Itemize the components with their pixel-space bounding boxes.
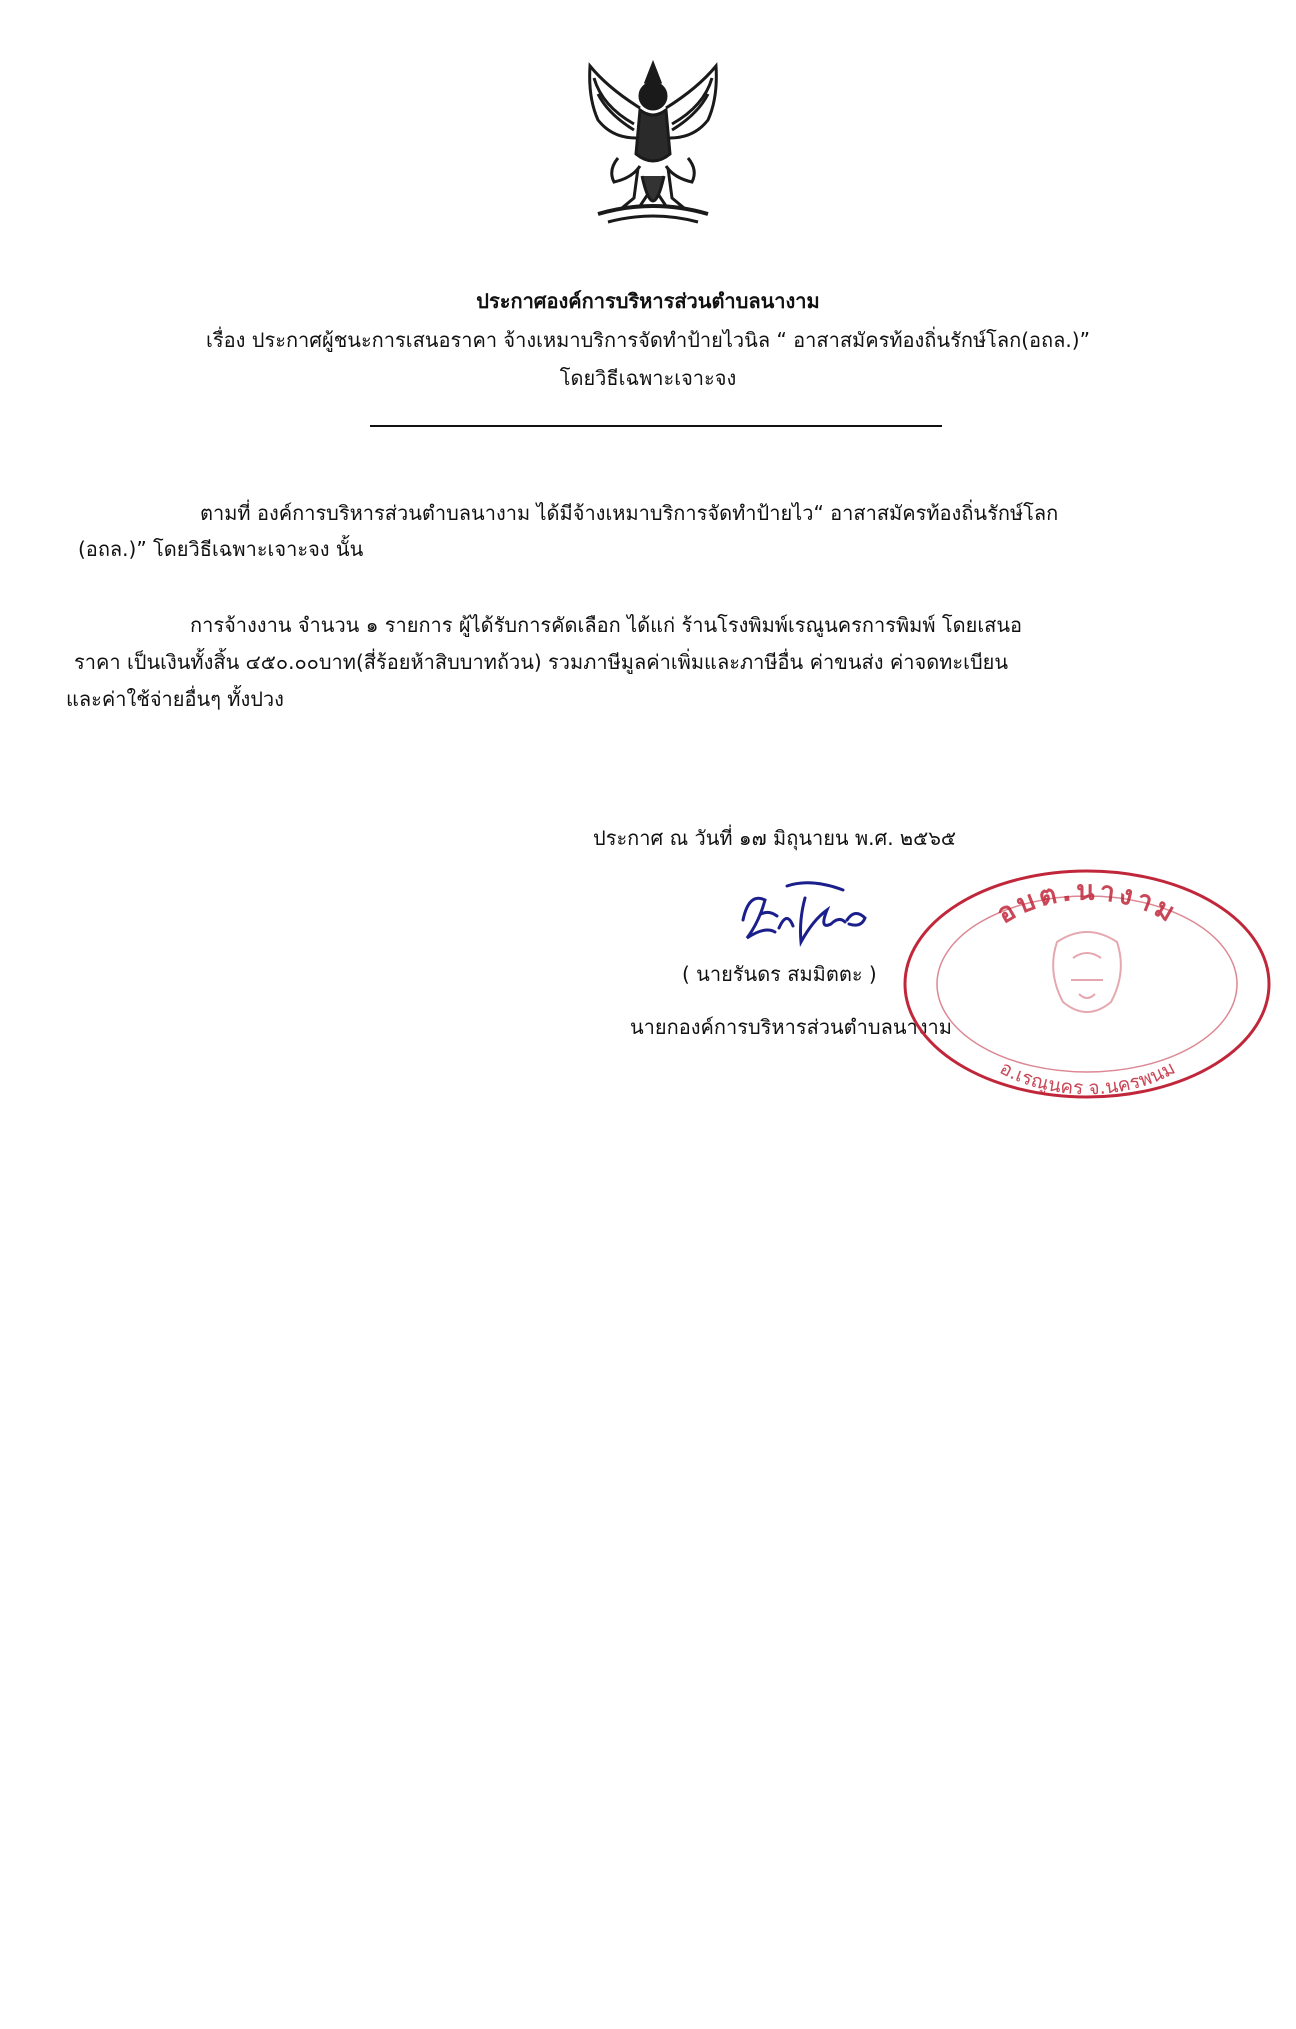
announcement-title: ประกาศองค์การบริหารส่วนตำบลนางาม [476,289,820,313]
procurement-method: โดยวิธีเฉพาะเจาะจง [559,366,737,390]
svg-text:อบต.นางาม [991,876,1183,931]
announcement-date: ประกาศ ณ วันที่ ๑๗ มิถุนายน พ.ศ. ๒๕๖๕ [593,826,957,850]
garuda-emblem-icon [578,58,728,230]
paragraph-2-line-3: และค่าใช้จ่ายอื่นๆ ทั้งปวง [66,687,284,711]
announcement-subject: เรื่อง ประกาศผู้ชนะการเสนอราคา จ้างเหมาบริการจัดทำป้ายไวนิล “ อาสาสมัครท้องถิ่นรักษ์โลก(อถล.)” [206,328,1090,352]
paragraph-2-line-1: การจ้างงาน จำนวน ๑ รายการ ผู้ได้รับการคัดเลือก ได้แก่ ร้านโรงพิมพ์เรณูนครการพิมพ์ โดยเสนอ [190,613,1023,637]
handwritten-signature [735,880,885,950]
paragraph-1-line-1: ตามที่ องค์การบริหารส่วนตำบลนางาม ได้มีจ้างเหมาบริการจัดทำป้ายไว“ อาสาสมัครท้องถิ่นรักษ์โลก [200,501,1059,525]
paragraph-2-line-2: ราคา เป็นเงินทั้งสิ้น ๔๕๐.๐๐บาท(สี่ร้อยห้าสิบบาทถ้วน) รวมภาษีมูลค่าเพิ่มและภาษีอื่น ค่าขนส่ง ค่าจดทะเบียน [74,650,1009,674]
paragraph-1-line-2: (อถล.)” โดยวิธีเฉพาะเจาะจง นั้น [78,537,364,561]
signer-position: นายกองค์การบริหารส่วนตำบลนางาม [630,1015,952,1039]
stamp-top-text: อบต.นางาม [991,875,1184,931]
signer-name: ( นายรันดร สมมิตตะ ) [682,962,877,986]
official-stamp-seal [895,862,1280,1107]
stamp-bottom-text: อ.เรณูนคร จ.นครพนม [996,1057,1179,1100]
header-divider [370,425,942,427]
